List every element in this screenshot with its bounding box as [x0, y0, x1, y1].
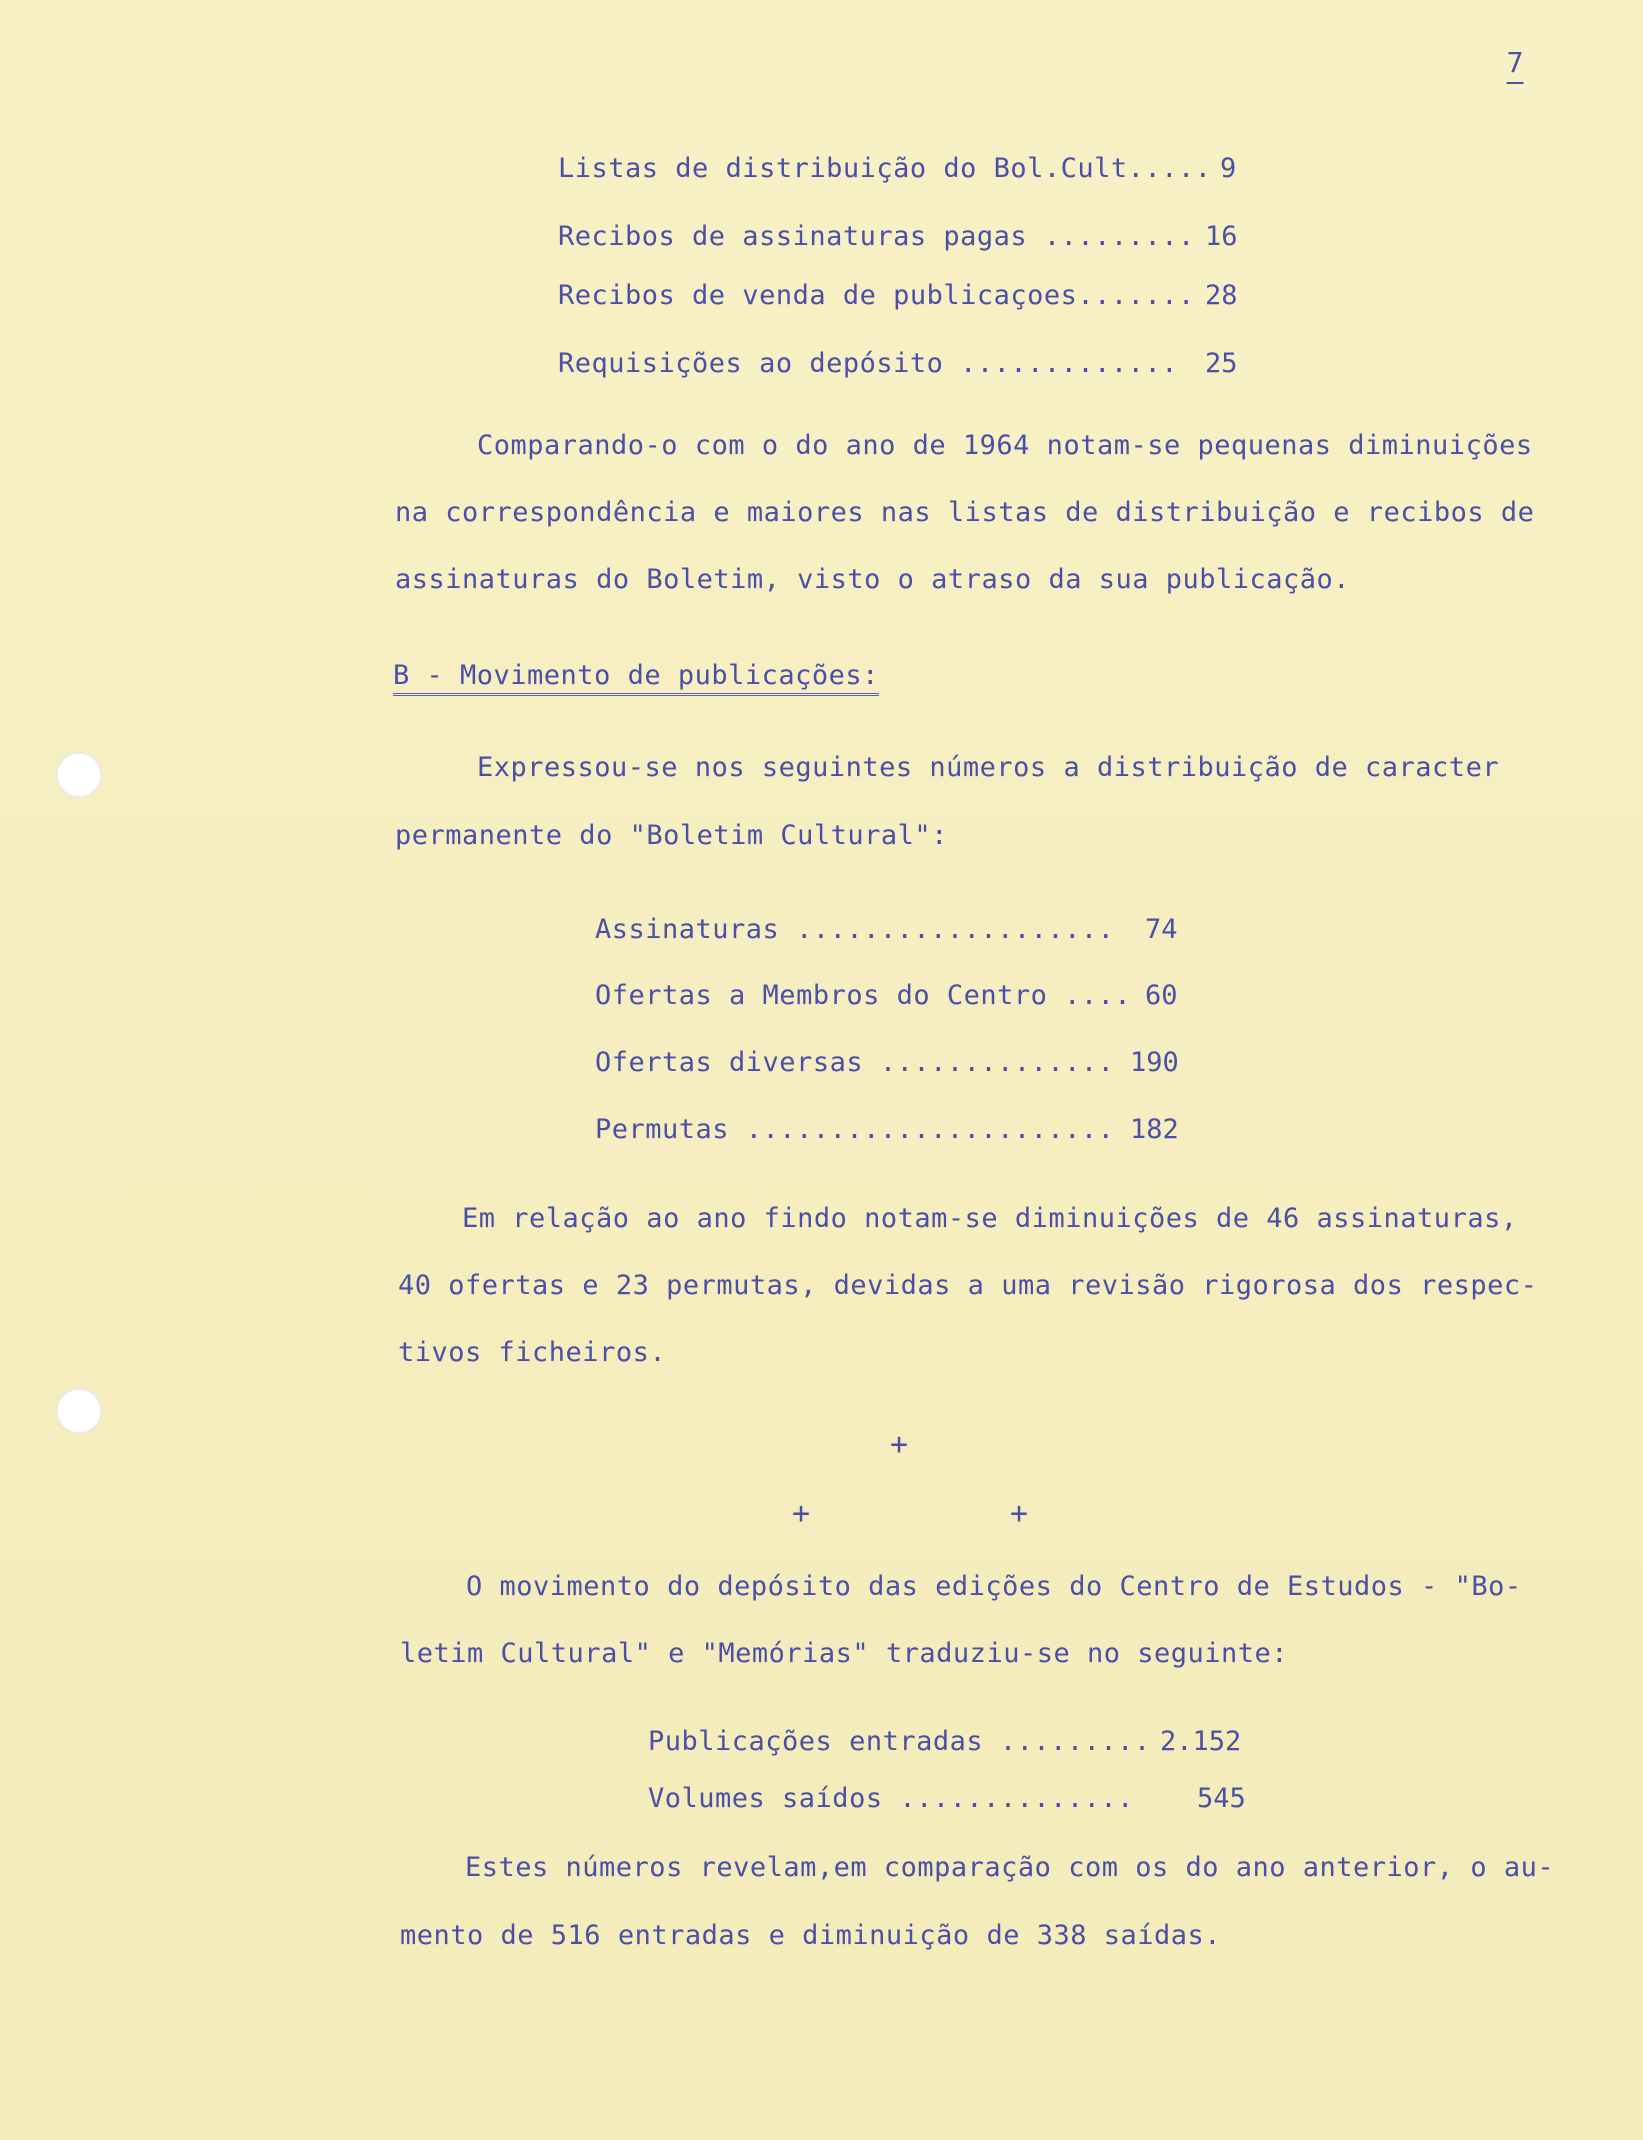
page-number: 7: [1506, 46, 1524, 79]
paragraph-line: Estes números revelam,em comparação com os do ano anterior, o au-: [465, 1852, 1555, 1883]
paragraph-line: mento de 516 entradas e diminuição de 338 saídas.: [400, 1920, 1222, 1951]
list-item: Publicações entradas .........: [648, 1726, 1151, 1757]
paragraph-line: Comparando-o com o do ano de 1964 notam-se pequenas diminuições: [477, 430, 1533, 461]
list-item: Ofertas diversas ..............: [595, 1047, 1115, 1078]
separator-mark: +: [792, 1496, 811, 1531]
binder-hole-bottom: [56, 1388, 102, 1434]
list-item-value: 60: [1145, 980, 1178, 1011]
list-item: Volumes saídos ..............: [648, 1783, 1134, 1814]
list-item: Recibos de venda de publicaçoes.......: [558, 280, 1195, 311]
paragraph-line: permanente do "Boletim Cultural":: [395, 820, 948, 851]
list-item: Listas de distribuição do Bol.Cult.....: [558, 153, 1212, 184]
list-item: Requisições ao depósito .............: [558, 348, 1178, 379]
list-item: Recibos de assinaturas pagas .........: [558, 221, 1195, 252]
list-item-value: 190: [1130, 1047, 1179, 1078]
list-item-value: 74: [1145, 914, 1178, 945]
binder-hole-top: [56, 752, 102, 798]
list-item-value: 182: [1130, 1114, 1179, 1145]
list-item: Assinaturas ...................: [595, 914, 1115, 945]
paragraph-line: tivos ficheiros.: [398, 1337, 667, 1368]
list-item: Ofertas a Membros do Centro ....: [595, 980, 1132, 1011]
list-item-value: 545: [1197, 1783, 1246, 1814]
list-item-value: 2.152: [1160, 1726, 1242, 1757]
list-item-value: 28: [1205, 280, 1238, 311]
paragraph-line: Expressou-se nos seguintes números a distribuição de caracter: [477, 752, 1500, 783]
paragraph-line: na correspondência e maiores nas listas de distribuição e recibos de: [395, 497, 1535, 528]
separator-mark: +: [1010, 1496, 1029, 1531]
paragraph-line: 40 ofertas e 23 permutas, devidas a uma revisão rigorosa dos respec-: [398, 1270, 1538, 1301]
section-heading: B - Movimento de publicações:: [393, 660, 879, 696]
paragraph-line: Em relação ao ano findo notam-se diminuições de 46 assinaturas,: [462, 1203, 1518, 1234]
list-item-value: 9: [1220, 153, 1237, 184]
list-item: Permutas ......................: [595, 1114, 1115, 1145]
separator-mark: +: [890, 1427, 909, 1462]
paragraph-line: assinaturas do Boletim, visto o atraso da sua publicação.: [395, 564, 1351, 595]
list-item-value: 16: [1205, 221, 1238, 252]
paragraph-line: O movimento do depósito das edições do Centro de Estudos - "Bo-: [466, 1571, 1522, 1602]
paragraph-line: letim Cultural" e "Memórias" traduziu-se no seguinte:: [400, 1638, 1289, 1669]
list-item-value: 25: [1205, 348, 1238, 379]
